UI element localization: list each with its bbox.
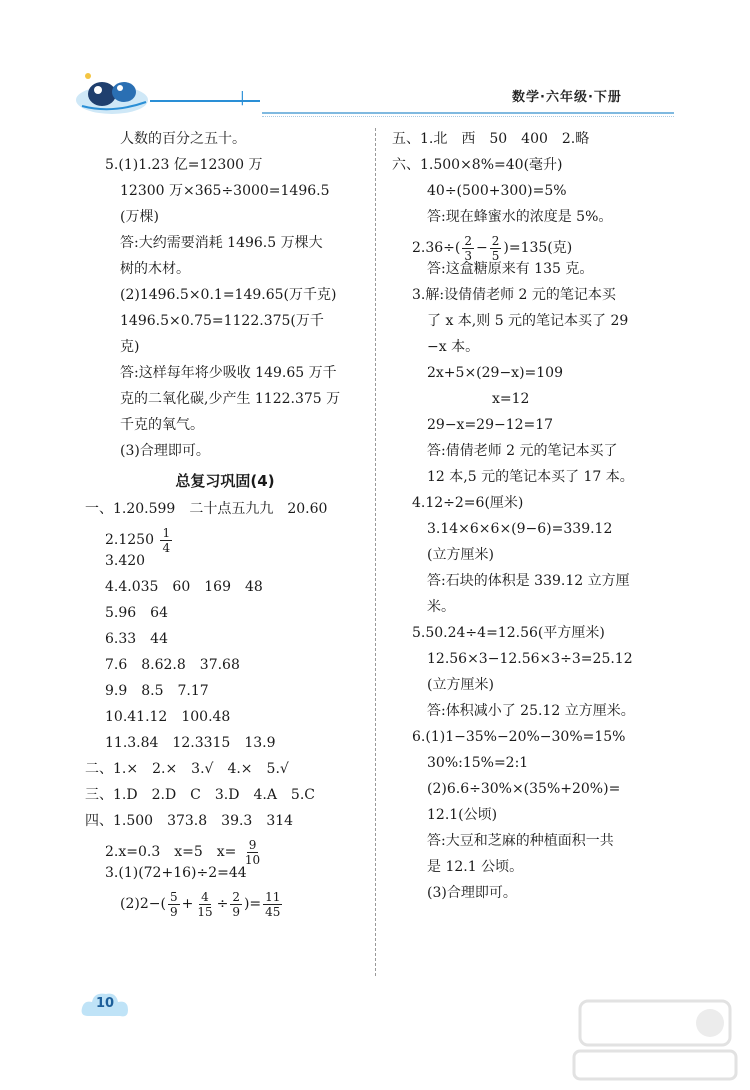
fraction-numerator: 2 <box>491 233 500 248</box>
answer-line: 五、1.北 西 50 400 2.略 <box>392 131 590 147</box>
text-line: 克) <box>120 339 140 355</box>
text-line: 答:石块的体积是 339.12 立方厘 <box>427 573 630 589</box>
text-line: 30%:15%=2:1 <box>427 755 529 771</box>
text-line: 答:大豆和芝麻的种植面积一共 <box>427 833 614 849</box>
fraction-denominator: 10 <box>244 852 261 867</box>
text-line: (2)6.6÷30%×(35%+20%)= <box>427 781 621 797</box>
answer-line: 9.9 8.5 7.17 <box>105 683 209 699</box>
section-title: 总复习巩固(4) <box>175 472 275 490</box>
watermark-logo <box>570 995 740 1085</box>
answer-line: 一、1.20.599 二十点五九九 20.60 <box>85 501 328 517</box>
text-line: (立方厘米) <box>427 547 494 563</box>
fraction <box>230 890 242 919</box>
answer-line <box>85 522 365 555</box>
text-line: 6.(1)1−35%−20%−30%=15% <box>412 729 626 745</box>
operator: + <box>181 896 194 912</box>
answer-line <box>85 834 365 867</box>
text-line: (3)合理即可。 <box>120 443 210 459</box>
answer-line: 三、1.D 2.D C 3.D 4.A 5.C <box>85 787 315 803</box>
fraction-denominator: 45 <box>265 904 281 919</box>
fraction-numerator: 9 <box>248 837 257 852</box>
text-line: x=12 <box>492 391 530 407</box>
text-line: 12.56×3−12.56×3÷3=25.12 <box>427 651 633 667</box>
text-line: 树的木材。 <box>120 261 190 277</box>
fraction-denominator: 9 <box>169 904 178 919</box>
fraction-numerator: 1 <box>162 525 171 540</box>
text-line: 米。 <box>427 599 455 615</box>
answer-text: 2.1250 <box>105 532 154 548</box>
operator: ÷ <box>216 896 229 912</box>
text-line: (万棵) <box>120 209 159 225</box>
left-column <box>85 126 365 919</box>
answer-line: 六、1.500×8%=40(毫升) <box>392 157 563 173</box>
fraction-numerator: 4 <box>201 889 209 904</box>
page-number-badge <box>80 990 130 1022</box>
text-line: 29−x=29−12=17 <box>427 417 554 433</box>
fraction-denominator: 3 <box>464 248 473 263</box>
answer-text: 2.36÷( <box>412 240 461 256</box>
text-line: 5.(1)1.23 亿=12300 万 <box>105 157 263 173</box>
answer-line: 3.420 <box>105 553 146 569</box>
fraction-denominator: 15 <box>197 904 213 919</box>
text-line: (3)合理即可。 <box>427 885 517 901</box>
answer-text: 2.x=0.3 x=5 x= <box>105 844 237 860</box>
operator: )= <box>243 896 262 912</box>
text-line: 答:这盒糖原来有 135 克。 <box>427 261 594 277</box>
answer-line: 5.96 64 <box>105 605 168 621</box>
page-number: 10 <box>95 996 115 1011</box>
fraction <box>160 526 172 555</box>
text-line: 4.12÷2=6(厘米) <box>412 495 524 511</box>
answer-line: 4.4.035 60 169 48 <box>105 579 263 595</box>
text-line: 答:体积减小了 25.12 立方厘米。 <box>427 703 635 719</box>
cartoon-logo <box>72 70 152 116</box>
text-line: 答:现在蜂蜜水的浓度是 5%。 <box>427 209 613 225</box>
text-line: 12.1(公顷) <box>427 807 498 823</box>
operator: )=135(克) <box>503 240 573 256</box>
fraction <box>168 890 180 919</box>
answer-line: 3.(1)(72+16)÷2=44 <box>105 865 247 881</box>
text-line: 人数的百分之五十。 <box>120 131 246 147</box>
text-line: 12 本,5 元的笔记本买了 17 本。 <box>427 469 634 485</box>
header-title: 数学·六年级·下册 <box>512 90 622 105</box>
text-line: 答:倩倩老师 2 元的笔记本买了 <box>427 443 618 459</box>
text-line: 千克的氧气。 <box>120 417 204 433</box>
text-line: 克的二氧化碳,少产生 1122.375 万 <box>120 391 341 407</box>
answer-line: 10.41.12 100.48 <box>105 709 231 725</box>
text-line: 5.50.24÷4=12.56(平方厘米) <box>412 625 605 641</box>
column-divider <box>375 128 376 976</box>
fraction <box>195 890 214 919</box>
text-line: (立方厘米) <box>427 677 494 693</box>
header-dotted-line <box>262 116 674 118</box>
text-line: 答:大约需要消耗 1496.5 万棵大 <box>120 235 323 251</box>
fraction-numerator: 11 <box>265 889 281 904</box>
answer-line <box>392 230 682 263</box>
fraction-numerator: 2 <box>232 889 240 904</box>
answer-line <box>85 886 365 919</box>
fraction-denominator: 4 <box>162 540 171 555</box>
fraction-numerator: 5 <box>169 889 178 904</box>
text-line: 是 12.1 公顷。 <box>427 859 524 875</box>
text-line: 40÷(500+300)=5% <box>427 183 567 199</box>
answer-line: 二、1.× 2.× 3.√ 4.× 5.√ <box>85 761 289 777</box>
answer-line: 11.3.84 12.3315 13.9 <box>105 735 276 751</box>
right-column <box>392 126 682 906</box>
text-line: −x 本。 <box>427 339 480 355</box>
text-line: 3.解:设倩倩老师 2 元的笔记本买 <box>412 287 616 303</box>
operator: − <box>476 240 488 256</box>
answer-line: 四、1.500 373.8 39.3 314 <box>85 813 294 829</box>
text-line: 2x+5×(29−x)=109 <box>427 365 563 381</box>
text-line: (2)1496.5×0.1=149.65(万千克) <box>120 287 337 303</box>
answer-line: 6.33 44 <box>105 631 168 647</box>
header-mark: | <box>240 90 245 106</box>
text-line: 答:这样每年将少吸收 149.65 万千 <box>120 365 337 381</box>
text-line: 12300 万×365÷3000=1496.5 <box>120 183 330 199</box>
fraction-numerator: 2 <box>464 233 473 248</box>
text-line: 3.14×6×6×(9−6)=339.12 <box>427 521 613 537</box>
answer-line: 7.6 8.62.8 37.68 <box>105 657 240 673</box>
fraction-denominator: 9 <box>232 904 240 919</box>
text-line: 1496.5×0.75=1122.375(万千 <box>120 313 324 329</box>
fraction <box>263 890 282 919</box>
fraction-denominator: 5 <box>491 248 500 263</box>
answer-text: (2)2−( <box>120 896 166 912</box>
text-line: 了 x 本,则 5 元的笔记本买了 29 <box>427 313 629 329</box>
